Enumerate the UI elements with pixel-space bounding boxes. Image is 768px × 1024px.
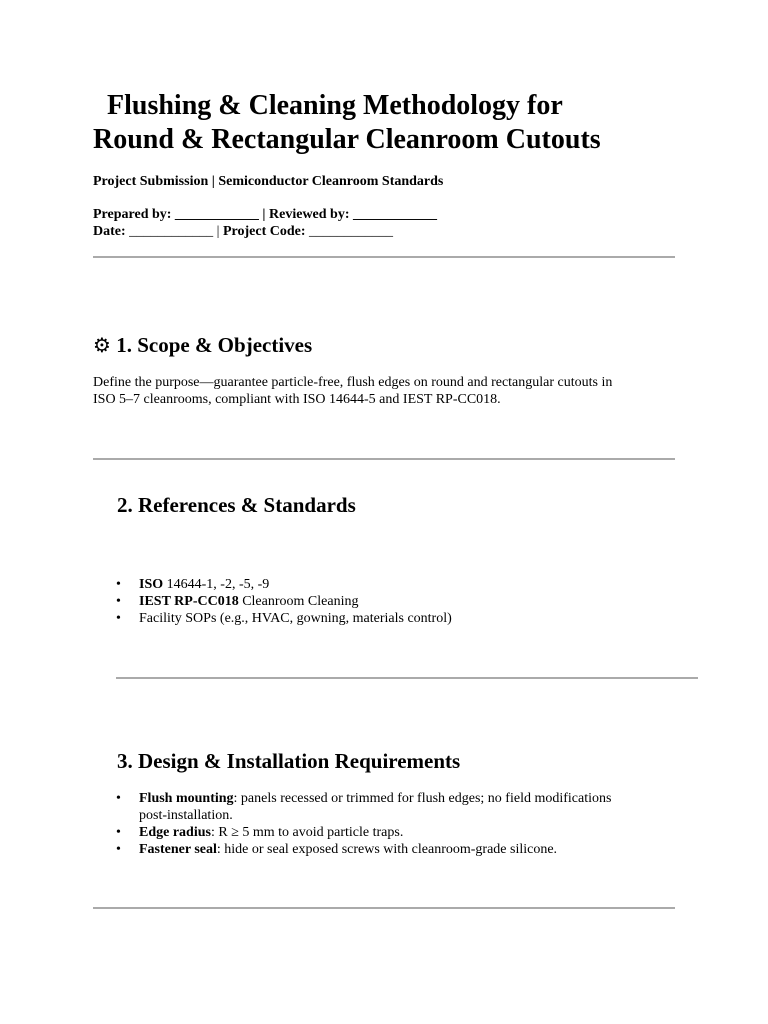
divider: [93, 256, 675, 258]
section-2-heading: 2. References & Standards: [117, 493, 356, 517]
reviewed-by-label: Reviewed by:: [269, 207, 350, 222]
list-item: • Facility SOPs (e.g., HVAC, gowning, materials control): [116, 610, 716, 627]
document-title-line-2: Round & Rectangular Cleanroom Cutouts: [93, 124, 601, 155]
section-1-body: [93, 374, 693, 408]
list-item: • Edge radius: R ≥ 5 mm to avoid particle traps.: [116, 824, 696, 841]
project-code-label: Project Code:: [222, 224, 306, 239]
list-item: • ISO 14644-1, -2, -5, -9: [116, 576, 716, 593]
section-1-heading: [93, 332, 312, 358]
references-list: [116, 576, 716, 627]
document-subtitle: Project Submission | Semiconductor Cleanroom Standards: [93, 174, 444, 189]
date-code-line: [93, 223, 393, 240]
divider: [116, 677, 698, 679]
reviewed-by-blank: ____________: [353, 207, 438, 222]
gear-icon: ⚙: [93, 333, 111, 357]
list-item: • Flush mounting: panels recessed or trimmed for flush edges; no field modifications post-installation.: [116, 790, 696, 824]
meta-separator: |: [262, 207, 266, 222]
section-1-title: 1. Scope & Objectives: [116, 333, 313, 357]
requirements-list: [116, 790, 696, 858]
divider: [93, 907, 675, 909]
project-code-blank: ____________: [309, 224, 394, 239]
date-label: Date:: [93, 224, 126, 239]
meta-separator: |: [216, 224, 220, 239]
date-blank: ____________: [129, 224, 214, 239]
document-title-line-1: Flushing & Cleaning Methodology for: [107, 90, 563, 121]
section-1-body-line-2: ISO 5–7 cleanrooms, compliant with ISO 14644-5 and IEST RP-CC018.: [93, 392, 501, 407]
section-1-body-line-1: Define the purpose—guarantee particle-free, flush edges on round and rectangular cutouts in: [93, 375, 613, 390]
prepared-reviewed-line: [93, 206, 437, 223]
list-item: • IEST RP-CC018 Cleanroom Cleaning: [116, 593, 716, 610]
prepared-by-blank: ____________: [174, 207, 259, 222]
divider: [93, 458, 675, 460]
prepared-by-label: Prepared by:: [93, 207, 172, 222]
list-item: • Fastener seal: hide or seal exposed screws with cleanroom-grade silicone.: [116, 841, 696, 858]
section-3-heading: 3. Design & Installation Requirements: [117, 749, 461, 773]
